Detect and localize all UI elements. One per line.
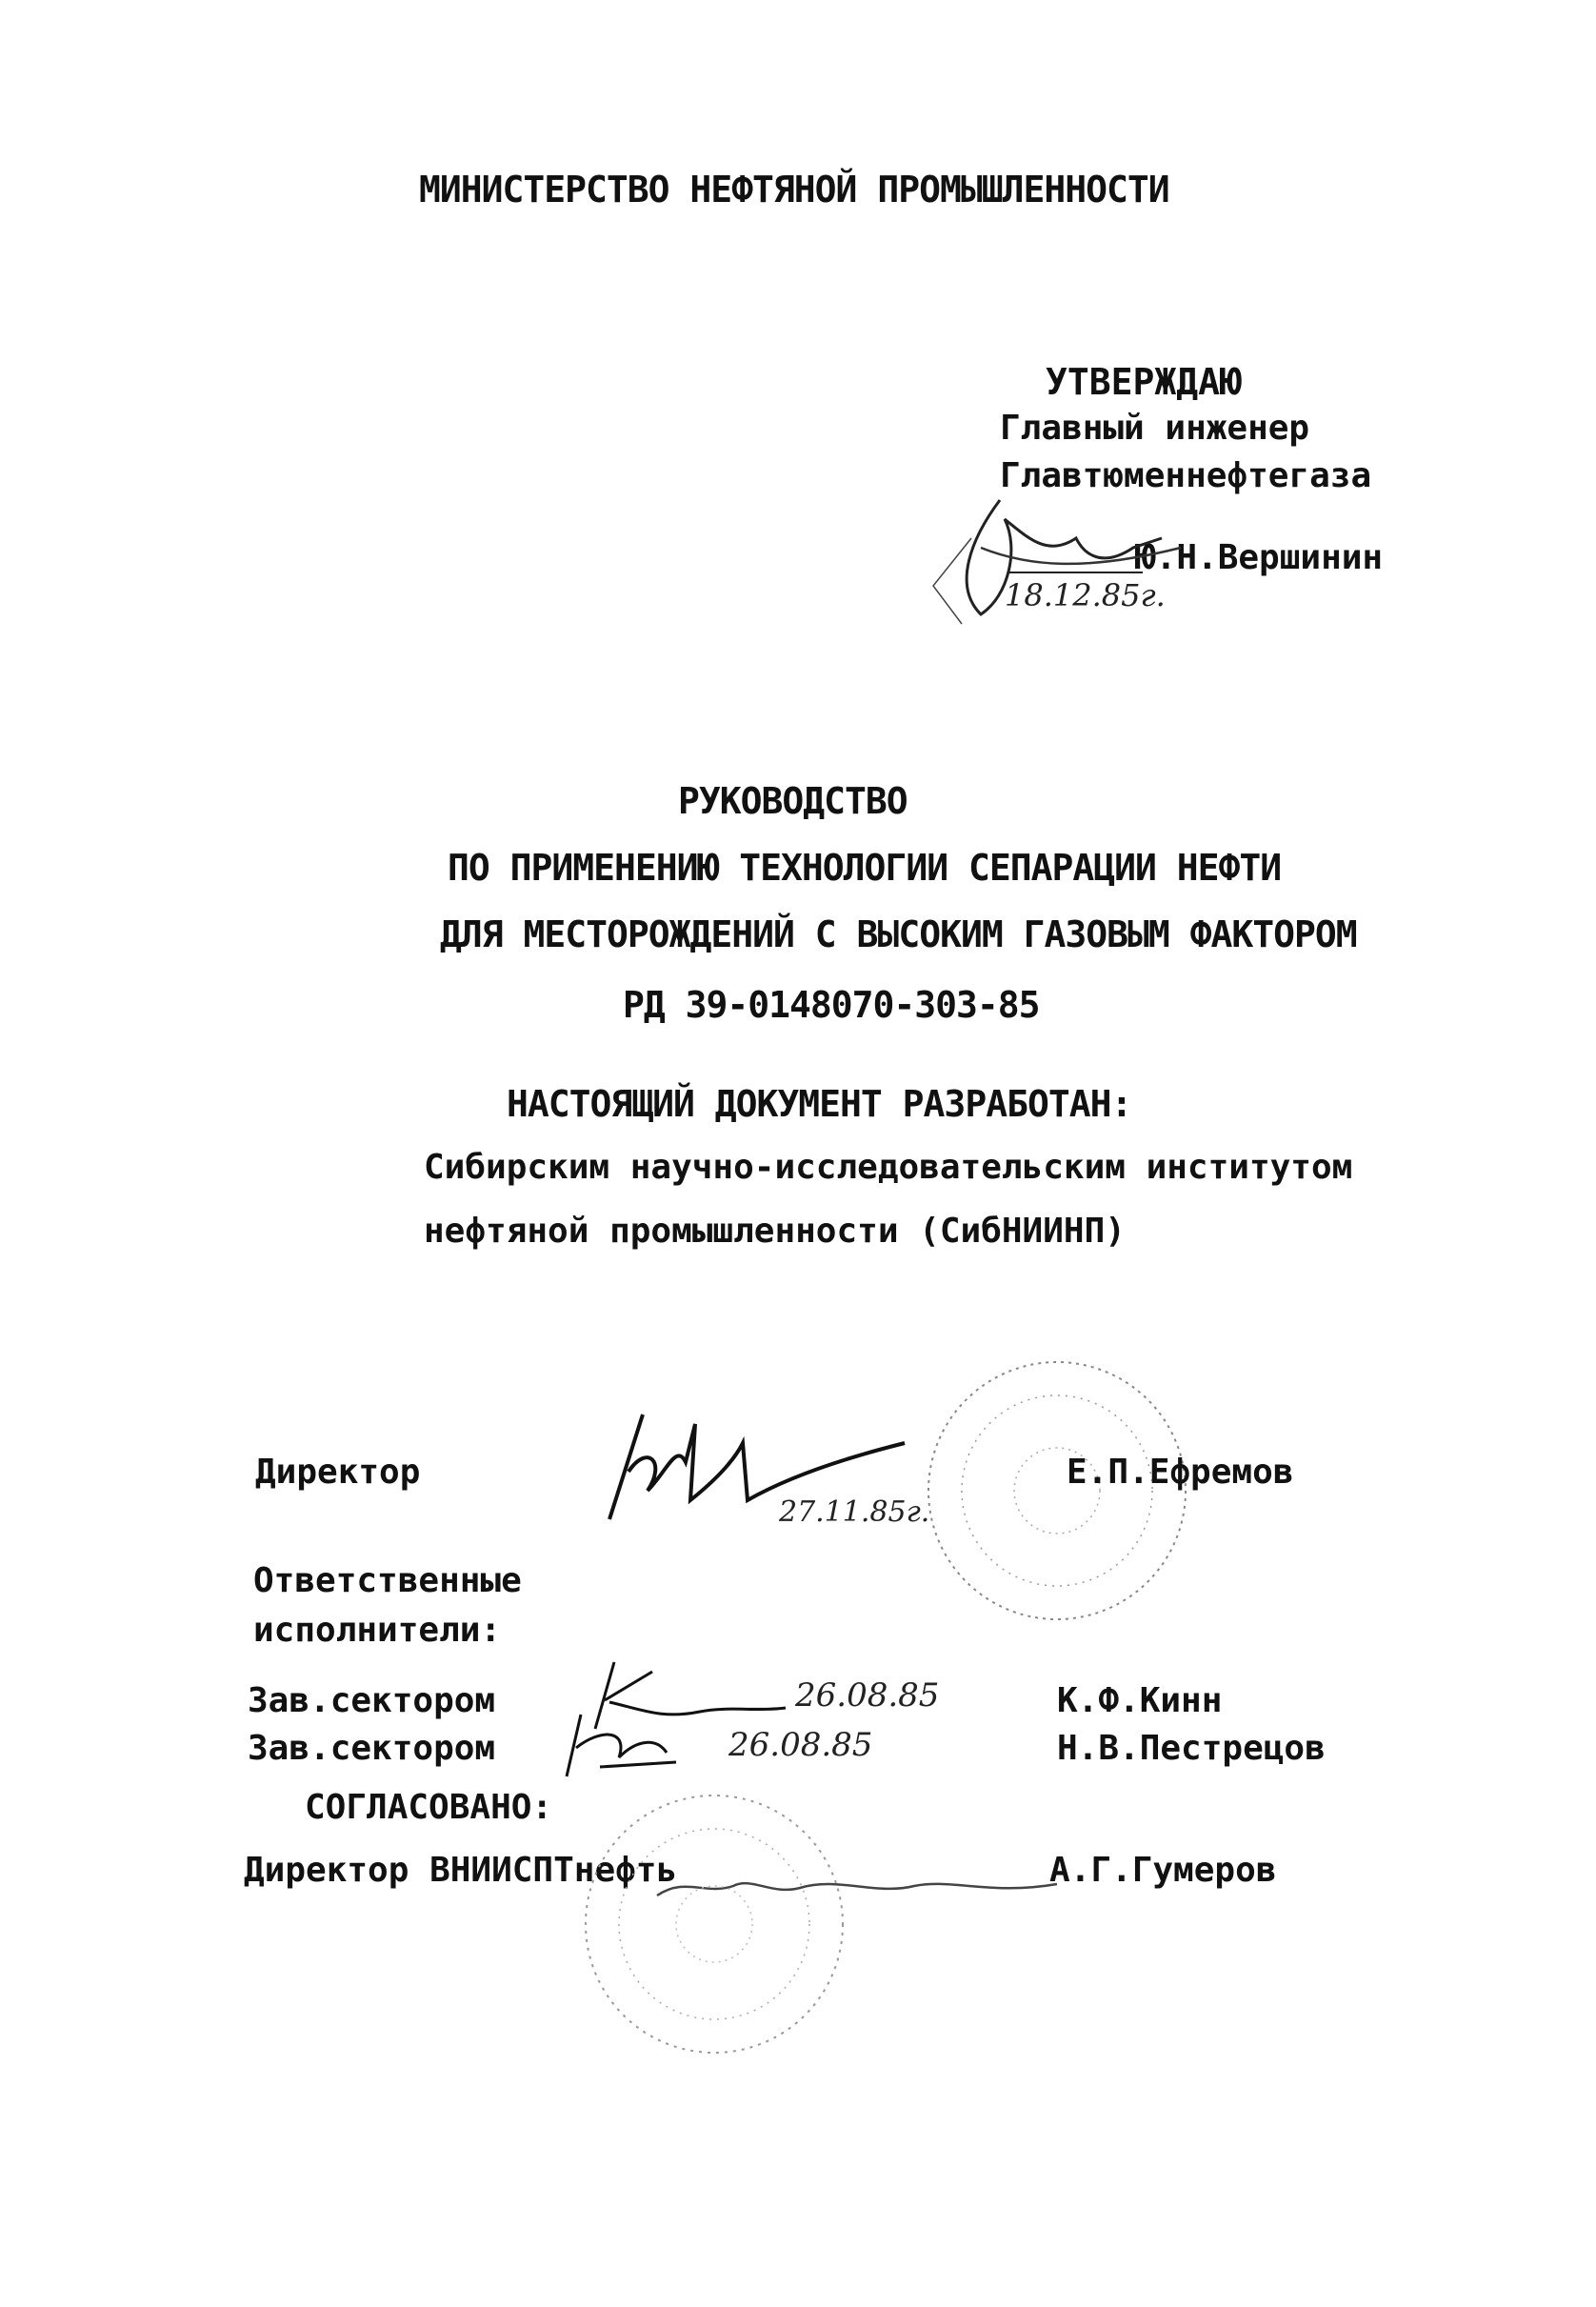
vnii-director-label: Директор ВНИИСПТнефть (244, 1851, 678, 1890)
director-name: Е.П.Ефремов (1067, 1453, 1294, 1492)
approval-position-line1: Главный инженер (1000, 409, 1310, 448)
approval-signature (914, 481, 1200, 633)
agreed-label: СОГЛАСОВАНО: (305, 1788, 553, 1827)
sector2-signature (562, 1710, 705, 1786)
approval-date: 18.12.85г. (1005, 577, 1166, 613)
sector1-name: К.Ф.Кинн (1057, 1681, 1223, 1720)
sector2-name: Н.В.Пестрецов (1057, 1729, 1326, 1768)
director-date: 27.11.85г. (779, 1495, 930, 1529)
doc-title: РУКОВОДСТВО (678, 780, 908, 822)
developer-line1: Сибирским научно-исследовательским институтом (424, 1148, 1353, 1187)
sector2-label: Зав.сектором (248, 1729, 496, 1768)
approval-word: УТВЕРЖДАЮ (1046, 361, 1242, 403)
ministry-title: МИНИСТЕРСТВО НЕФТЯНОЙ ПРОМЫШЛЕННОСТИ (419, 169, 1169, 211)
sector1-label: Зав.сектором (248, 1681, 496, 1720)
doc-subtitle-line2: ДЛЯ МЕСТОРОЖДЕНИЙ С ВЫСОКИМ ГАЗОВЫМ ФАКТОРОМ (440, 913, 1357, 955)
director-label: Директор (255, 1453, 421, 1492)
vnii-stamp (571, 1781, 857, 2067)
approval-name: Ю.Н.Вершинин (1135, 538, 1384, 577)
developer-heading: НАСТОЯЩИЙ ДОКУМЕНТ РАЗРАБОТАН: (507, 1083, 1132, 1125)
vnii-name: А.Г.Гумеров (1049, 1851, 1277, 1890)
responsible-label-1: Ответственные (253, 1561, 522, 1600)
doc-subtitle-line1: ПО ПРИМЕНЕНИЮ ТЕХНОЛОГИИ СЕПАРАЦИИ НЕФТИ (448, 847, 1282, 889)
doc-code: РД 39-0148070-303-85 (623, 984, 1040, 1026)
approval-position-line2: Главтюменнефтегаза (1000, 456, 1372, 495)
sector2-date: 26.08.85 (728, 1726, 873, 1764)
sector1-date: 26.08.85 (795, 1676, 940, 1715)
responsible-label-2: исполнители: (253, 1611, 502, 1650)
developer-line2: нефтяной промышленности (СибНИИНП) (424, 1212, 1126, 1251)
